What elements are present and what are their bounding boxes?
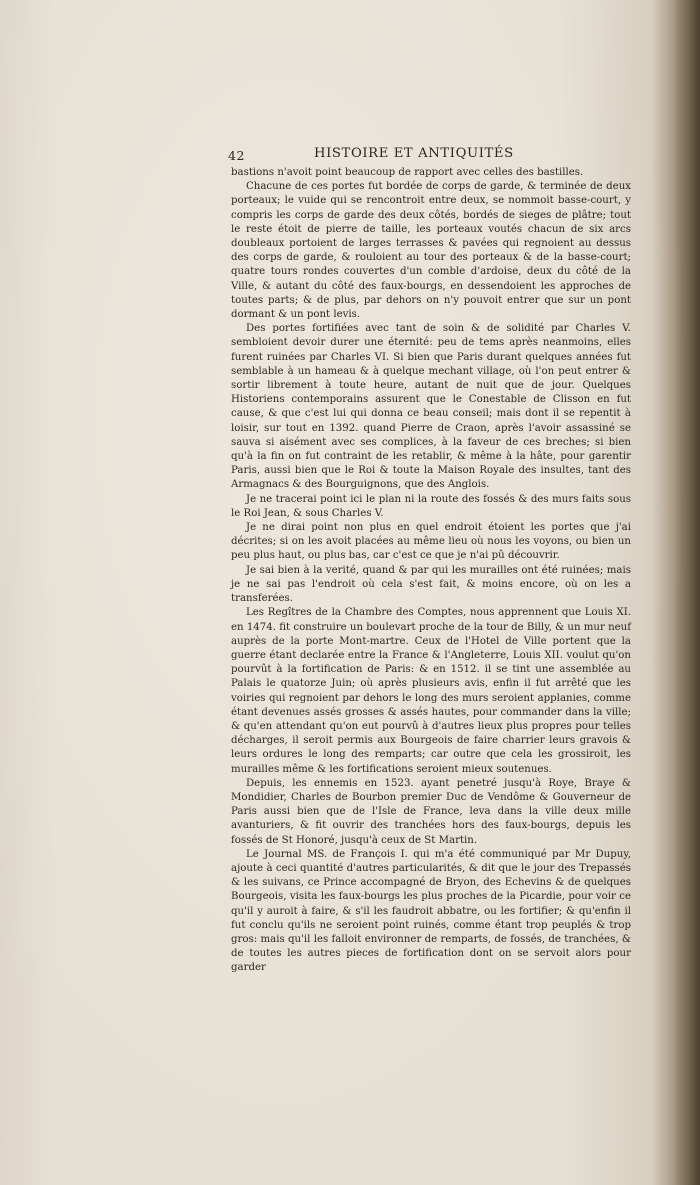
page-number: 42 bbox=[228, 148, 246, 163]
paragraph: Depuis, les ennemis en 1523. ayant penetré jusqu'à Roye, Braye & Mondidier, Charles de Bourbon premier Duc de Vendôme & Gouverneur de Paris aussi bien que de l'Isle de France, leva dans la ville deux mille avanturiers, & fit ouvrir des tranchées hors des faux-bourgs, depuis les fossés de St Honoré, jusqu'à ceux de St Martin. bbox=[231, 777, 631, 846]
running-title: HISTOIRE ET ANTIQUITÉS bbox=[314, 146, 514, 161]
paragraph: Je ne dirai point non plus en quel endroit étoient les portes que j'ai décrites; si on les avoit placées au même lieu où nous les voyons, ou bien un peu plus haut, ou plus bas, car c'est ce que je n'ai pû découvrir. bbox=[231, 522, 631, 562]
paragraph: Le Journal MS. de François I. qui m'a été communiqué par Mr Dupuy, ajoute à ceci quantité d'autres particularités, & dit que le jour des Trepassés & les suivans, ce Prince accompagné de Bryon, des Echevins & de quelques Bourgeois, visita les faux-bourgs les plus proches de la Picardie, pour voir ce qu'il y auroit à faire, & s'il les faudroit abbatre, ou les fortifier; & qu'enfin il fut conclu qu'ils ne seroient point ruinés, comme étant trop peuplés & trop gros: mais qu'il les falloit environner de remparts, de fossés, de tranchées, & de toutes les autres pieces de fortification dont on se servoit alors pour garder bbox=[231, 848, 631, 974]
paragraph: bastions n'avoit point beaucoup de rapport avec celles des bastilles. bbox=[231, 167, 584, 178]
page-gutter-shadow bbox=[674, 0, 700, 1185]
paragraph: Les Regîtres de la Chambre des Comptes, nous apprennent que Louis XI. en 1474. fit construire un boulevart proche de la tour de Billy, & un mur neuf auprès de la porte Mont-martre. Ceux de l'Hotel de Ville portent que la guerre étant declarée entre la France & l'Angleterre, Louis XII. voulut qu'on pourvût à la fortification de Paris: & en 1512. il se tint une assemblée au Palais le quatorze Juin; où après plusieurs avis, enfin il fut arrêté que les voiries qui regnoient par dehors le long des murs seroient applanies, comme étant devenues assés grosses & assés hautes, pour commander dans la ville; & qu'en attendant qu'on eut pourvû à d'autres lieux plus propres pour telles décharges, il seroit permis aux Bourgeois de faire charrier leurs gravois & leurs ordures le long des remparts; car outre que cela les grossiroit, les murailles même & les fortifications seroient mieux soutenues. bbox=[231, 607, 631, 775]
paragraph: Je sai bien à la verité, quand & par qui les murailles ont été ruinées; mais je ne sai pas l'endroit où cela s'est fait, & moins encore, où on les a transferées. bbox=[231, 564, 631, 605]
paragraph: Chacune de ces portes fut bordée de corps de garde, & terminée de deux porteaux; le vuide qui se rencontroit entre deux, se nommoit basse-court, y compris les corps de garde des deux côtés, bordés de sieges de plâtre; tout le reste étoit de pierre de taille, les porteaux voutés chacun de six arcs doubleaux portoient de larges terrasses & pavées qui regnoient au dessus des corps de garde, & rouloient au tour des porteaux & de la basse-court; quatre tours rondes couvertes d'un comble d'ardoise, deux du côté de la Ville, & autant du côté des faux-bourgs, en dessendoient les approches de toutes parts; & de plus, par dehors on n'y pouvoit entrer que sur un pont dormant & un pont levis. bbox=[231, 181, 631, 321]
running-header bbox=[228, 146, 648, 168]
paragraph: Je ne tracerai point ici le plan ni la route des fossés & des murs faits sous le Roi Jean, & sous Charles V. bbox=[231, 493, 631, 519]
paragraph: Des portes fortifiées avec tant de soin & de solidité par Charles V. sembloient devoir durer une éternité: peu de tems après neanmoins, elles furent ruinées par Charles VI. Si bien que Paris durant quelques années fut semblable à un hameau & à quelque mechant village, où l'on peut entrer & sortir librement à toute heure, autant de nuit que de jour. Quelques Historiens contemporains assurent que le Conestable de Clisson en fut cause, & que c'est lui qui donna ce beau conseil; mais dont il se repentit à loisir, sur tout en 1392. quand Pierre de Craon, après l'avoir assassiné se sauva si aisément avec ses complices, à la faveur de ces breches; si bien qu'à la fin on fut contraint de les retablir, & même à la hâte, pour garentir Paris, aussi bien que le Roi & toute la Maison Royale des insultes, tant des Armagnacs & des Bourguignons, que des Anglois. bbox=[231, 323, 631, 491]
body-text bbox=[231, 166, 631, 976]
